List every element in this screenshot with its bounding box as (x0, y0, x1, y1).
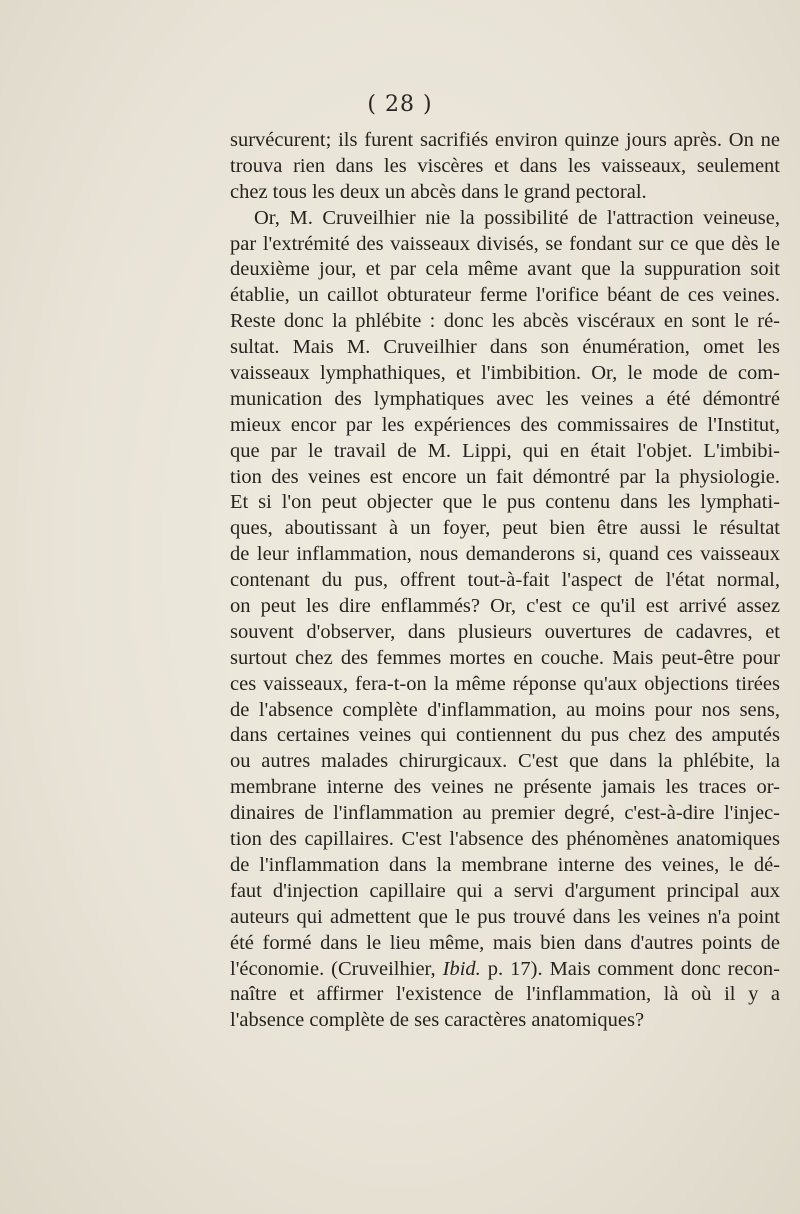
text-line: de l'absence complète d'inflammation, au moins pour nos sens, (230, 698, 780, 721)
text-line: sultat. Mais M. Cruveilhier dans son énumération, omet les (230, 336, 780, 359)
text-line: dinaires de l'inflammation au premier degré, c'est-à-dire l'injec- (230, 802, 780, 825)
text-line: vaisseaux lymphathiques, et l'imbibition. Or, le mode de com- (230, 362, 780, 385)
text-line: deuxième jour, et par cela même avant que la suppuration soit (230, 258, 780, 281)
body-text (230, 128, 780, 1034)
text-line: on peut les dire enflammés? Or, c'est ce qu'il est arrivé assez (230, 595, 780, 618)
text-line: mieux encor par les expériences des commissaires de l'Institut, (230, 413, 780, 436)
text-line: de l'inflammation dans la membrane interne des veines, le dé- (230, 853, 780, 876)
citation-italic: Ibid. (442, 957, 481, 980)
text-line: ces vaisseaux, fera-t-on la même réponse qu'aux objections tirées (230, 672, 780, 695)
text-line: faut d'injection capillaire qui a servi d'argument principal aux (230, 879, 780, 902)
text-line: tion des veines est encore un fait démontré par la physiologie. (230, 465, 780, 488)
text-line: que par le travail de M. Lippi, qui en était l'objet. L'imbibi- (230, 439, 780, 462)
text-line: chez tous les deux un abcès dans le grand pectoral. (230, 180, 647, 203)
text-line: tion des capillaires. C'est l'absence des phénomènes anatomiques (230, 828, 780, 851)
text-line: trouva rien dans les viscères et dans les vaisseaux, seulement (230, 154, 780, 177)
text-line: naître et affirmer l'existence de l'inflammation, là où il y a (230, 983, 780, 1006)
text-line: Et si l'on peut objecter que le pus contenu dans les lymphati- (230, 491, 780, 514)
text-line: munication des lymphatiques avec les veines a été démontré (230, 387, 780, 410)
text-line: survécurent; ils furent sacrifiés environ quinze jours après. On ne (230, 129, 780, 151)
text-line: Reste donc la phlébite : donc les abcès viscéraux en sont le ré- (230, 310, 780, 333)
text-line: de leur inflammation, nous demanderons si, quand ces vaisseaux (230, 543, 780, 566)
text-line: ques, aboutissant à un foyer, peut bien être aussi le résultat (230, 517, 780, 540)
text-line: Or, M. Cruveilhier nie la possibilité de l'attraction veineuse, (254, 206, 780, 229)
text-line: souvent d'observer, dans plusieurs ouvertures de cadavres, et (230, 620, 780, 643)
text-line: auteurs qui admettent que le pus trouvé dans les veines n'a point (230, 905, 780, 928)
text-line: l'absence complète de ses caractères anatomiques? (230, 1009, 645, 1032)
page-number: ( 28 ) (367, 92, 433, 117)
text-segment: l'économie. (Cruveilhier, (230, 957, 443, 980)
text-line: membrane interne des veines ne présente jamais les traces or- (230, 776, 780, 799)
text-line (230, 957, 780, 983)
text-line: dans certaines veines qui contiennent du pus chez des amputés (230, 724, 780, 747)
text-line: ou autres malades chirurgicaux. C'est que dans la phlébite, la (230, 750, 780, 773)
text-line: surtout chez des femmes mortes en couche. Mais peut-être pour (230, 646, 780, 669)
text-line: contenant du pus, offrent tout-à-fait l'aspect de l'état normal, (230, 569, 780, 592)
text-line: établie, un caillot obturateur ferme l'orifice béant de ces veines. (230, 284, 780, 307)
text-segment: p. 17). Mais comment donc recon- (480, 957, 780, 980)
text-line: été formé dans le lieu même, mais bien dans d'autres points de (230, 931, 780, 954)
text-line: par l'extrémité des vaisseaux divisés, se fondant sur ce que dès le (230, 232, 780, 255)
